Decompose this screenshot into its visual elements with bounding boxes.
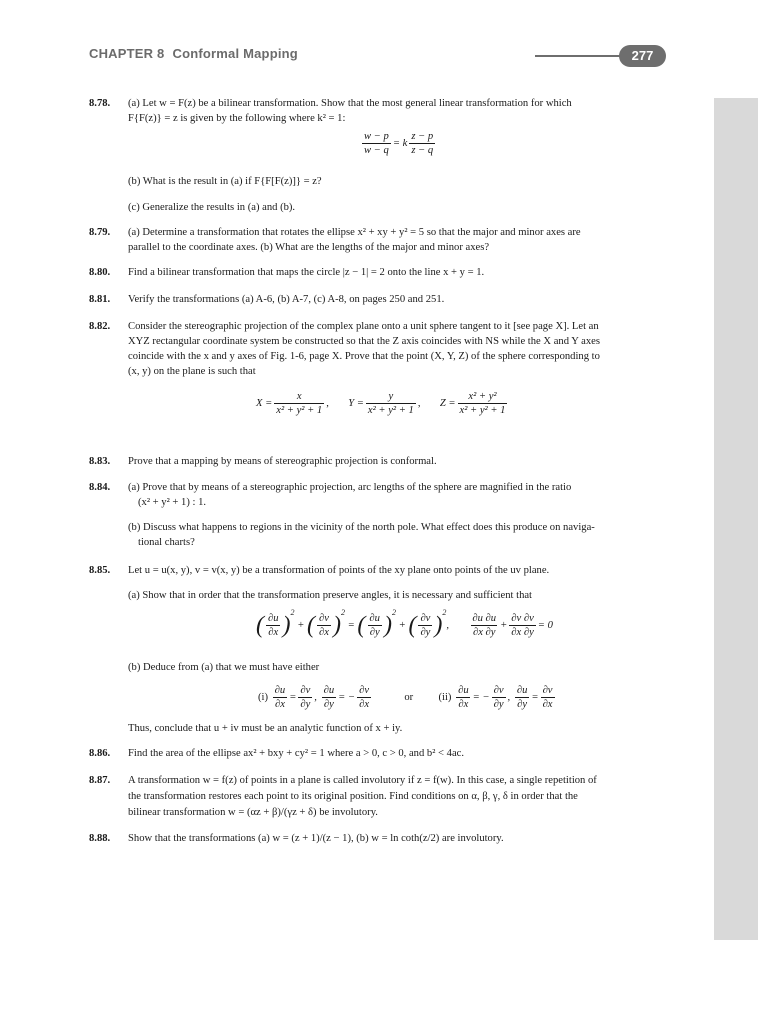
- problem-8-88: 8.88. Show that the transformations (a) w = (z + 1)/(z − 1), (b) w = ln coth(z/2) are involutory.: [89, 833, 504, 844]
- problem-8-84-b2: tional charts?: [138, 537, 195, 548]
- page-number: 277: [619, 45, 666, 67]
- problem-8-85-conclusion: Thus, conclude that u + iv must be an analytic function of x + iy.: [128, 723, 403, 734]
- problem-8-78-b: (b) What is the result in (a) if F{F[F(z)]} = z?: [128, 176, 322, 187]
- problem-8-81: 8.81. Verify the transformations (a) A-6, (b) A-7, (c) A-8, on pages 250 and 251.: [89, 294, 445, 305]
- problem-8-84-b: (b) Discuss what happens to regions in the vicinity of the north pole. What effect does this produce on naviga-: [128, 522, 595, 533]
- problem-8-87-line2: the transformation restores each point to its original position. Find conditions on α, β, γ, δ in order that the: [128, 791, 578, 802]
- problem-8-87-line3: bilinear transformation w = (αz + β)/(γz + δ) be involutory.: [128, 807, 378, 818]
- chapter-label: CHAPTER 8: [89, 46, 165, 61]
- page-header: [89, 46, 669, 66]
- formula-8-85-b: (i) $\frac{\partial u}{\partial x}$ = $\frac{\partial v}{\partial y}$ , $\frac{\partial u}{\partial y}$ = − $\frac{\partial v}{\partial x}$ or (ii) $\frac{\partial u}{\partial x}$ = − $\frac{\partial v}{\partial y}$ , $\frac{\partial u}{\partial y}$ = $\frac{\partial v}{\partial x}$: [258, 685, 553, 710]
- problem-8-80: 8.80. Find a bilinear transformation that maps the circle |z − 1| = 2 onto the line x + y = 1.: [89, 267, 485, 278]
- side-tab: [714, 98, 758, 940]
- problem-8-82-line2: XYZ rectangular coordinate system be constructed so that the Z axis coincides with NS while the X and Y axes: [128, 336, 600, 347]
- chapter-title: Conformal Mapping: [172, 46, 298, 61]
- problem-8-85-b: (b) Deduce from (a) that we must have either: [128, 662, 320, 673]
- problem-8-86: 8.86. Find the area of the ellipse ax² + bxy + cy² = 1 where a > 0, c > 0, and b² < 4ac.: [89, 748, 465, 759]
- problem-8-85: 8.85. Let u = u(x, y), v = v(x, y) be a transformation of points of the xy plane onto points of the uv plane.: [89, 565, 550, 576]
- problem-8-87: 8.87. A transformation w = f(z) of points in a plane is called involutory if z = f(w). In this case, a single repetition of: [89, 775, 597, 786]
- problem-8-82-line3: coincide with the x and y axes of Fig. 1-6, page X. Prove that the point (X, Y, Z) of the sphere corresponding to: [128, 351, 600, 362]
- problem-8-84-line2: (x² + y² + 1) : 1.: [138, 497, 207, 508]
- problem-8-78-line2: F{F(z)} = z is given by the following where k² = 1:: [128, 113, 346, 124]
- problem-8-85-a: (a) Show that in order that the transformation preserve angles, it is necessary and sufficient that: [128, 590, 533, 601]
- problem-8-82: 8.82. Consider the stereographic projection of the complex plane onto a unit sphere tangent to it [see page X]. Let an: [89, 321, 599, 332]
- problem-8-84: 8.84. (a) Prove that by means of a stereographic projection, arc lengths of the sphere are magnified in the ratio: [89, 482, 572, 493]
- problem-8-79: 8.79. (a) Determine a transformation that rotates the ellipse x² + xy + y² = 5 so that the major and minor axes are: [89, 227, 581, 238]
- formula-8-82: X = $\frac{x}{\text{x² + y² + 1}}$ , Y = $\frac{y}{\text{x² + y² + 1}}$ , Z = $\frac{\text{x² + y²}}{\text{x² + y² + 1}}$: [256, 391, 506, 416]
- chapter-heading: [89, 47, 298, 61]
- formula-8-85-a: ( $\frac{\partial u}{\partial x}$ )$^2$ + ( $\frac{\partial v}{\partial x}$ )$^2$ = ( $\frac{\partial u}{\partial y}$ )$^2$ + ( $\frac{\partial v}{\partial y}$ )$^2$, $\frac{\partial u \partial u}{\partial x \partial y}$ + $\frac{\partial v \partial v}{\partial x \partial y}$ = 0: [256, 608, 553, 639]
- problem-8-79-line2: parallel to the coordinate axes. (b) What are the lengths of the major and minor axes?: [128, 242, 490, 253]
- problem-8-78-c: (c) Generalize the results in (a) and (b).: [128, 202, 296, 213]
- problem-8-83: 8.83. Prove that a mapping by means of stereographic projection is conformal.: [89, 456, 437, 467]
- problem-8-78: 8.78. (a) Let w = F(z) be a bilinear transformation. Show that the most general linear transformation for which: [89, 98, 572, 109]
- problem-8-82-line4: (x, y) on the plane is such that: [128, 366, 256, 377]
- formula-8-78: $\frac{w - p}{w - q}$ = k $\frac{z - p}{z - q}$: [364, 131, 434, 156]
